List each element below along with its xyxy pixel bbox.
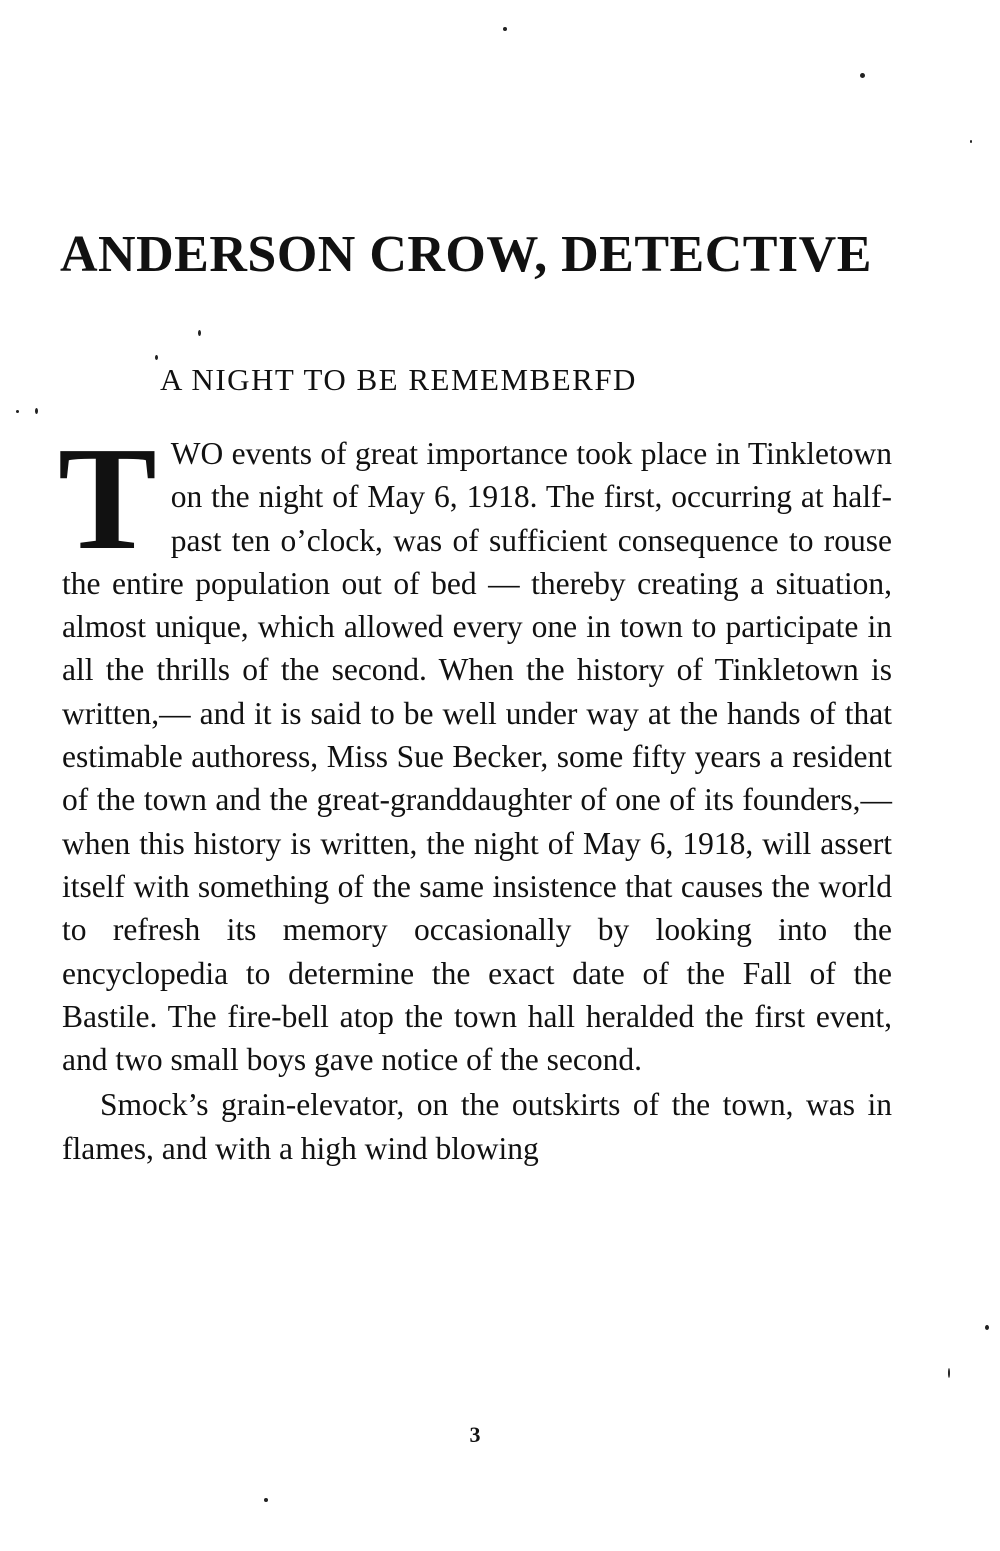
scan-speck: [503, 27, 507, 31]
book-title: ANDERSON CROW, DETECTIVE: [60, 226, 872, 283]
body-text: [58, 417, 892, 1170]
page-number: 3: [469, 1422, 481, 1447]
paragraph-1: [58, 417, 892, 1081]
scan-speck: [198, 330, 201, 336]
scan-speck: [985, 1325, 989, 1330]
scan-speck: [860, 73, 865, 78]
scan-speck: [970, 140, 972, 143]
chapter-title: A NIGHT TO BE REMEMBERFD: [160, 362, 637, 397]
lead-word: WO: [170, 436, 224, 471]
drop-cap: T: [58, 417, 157, 581]
scan-speck: [16, 410, 19, 413]
scan-speck: [948, 1368, 950, 1378]
scan-speck: [264, 1498, 268, 1502]
paragraph-2: Smock’s grain-elevator, on the outskirts of the town, was in flames, and with a high wind blowing: [62, 1087, 892, 1166]
scan-speck: [155, 355, 158, 360]
scan-speck: [35, 408, 38, 414]
paragraph-1-text: events of great importance took place in Tinkletown on the night of May 6, 1918. The first, occurring at half-past ten o’clock, was of sufficient consequence to rouse the entire population out of bed — thereby creating a situation, almost unique, which allowed every one in town to participate in all the thrills of the second. When the history of Tinkletown is written,— and it is said to be well under way at the hands of that estimable authoress, Miss Sue Becker, some fifty years a resident of the town and the great-granddaughter of one of its founders,— when this history is written, the night of May 6, 1918, will assert itself with something of the same insistence that causes the world to refresh its memory occasionally by looking into the encyclopedia to determine the exact date of the Fall of the Bastile. The fire-bell atop the town hall heralded the first event, and two small boys gave notice of the second.: [62, 436, 892, 1078]
